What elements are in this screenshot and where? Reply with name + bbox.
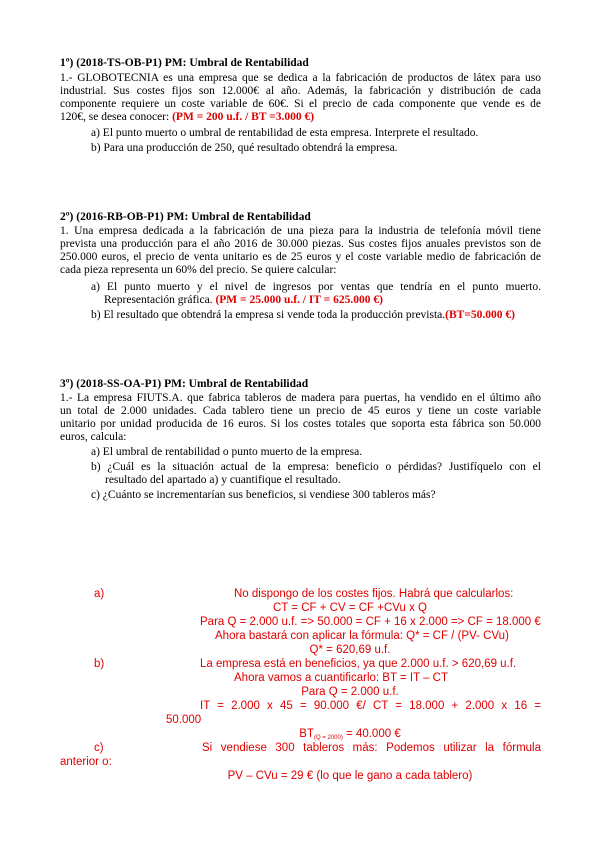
- solution-b-line: Ahora vamos a cuantificarlo: BT = IT – CT: [234, 672, 449, 684]
- problem-1-statement-line: industrial. Sus costes fijos son 12.000€ al año. Además, la fabricación y distribución de cada: [60, 85, 541, 97]
- problem-2-title: 2º) (2016-RB-OB-P1) PM: Umbral de Rentabilidad: [60, 211, 311, 223]
- solution-a-line: Q* = 620,69 u.f.: [309, 644, 391, 656]
- solution-a-line: No dispongo de los costes fijos. Habrá que calcularlos:: [234, 588, 514, 600]
- solution-c-line: PV – CVu = 29 € (lo que le gano a cada tablero): [227, 770, 473, 782]
- problem-3-title: 3º) (2018-SS-OA-P1) PM: Umbral de Rentabilidad: [60, 378, 309, 390]
- solution-c-label: c): [94, 742, 104, 754]
- solution-b-label: b): [94, 658, 105, 670]
- solution-b-line: 50.000: [166, 714, 202, 726]
- problem-2-statement-line: prevista una producción para el año 2016 de 30.000 piezas. Sus costes fijos anuales previstos son de: [60, 238, 541, 250]
- problem-2-question-a: a) El punto muerto y el nivel de ingresos por ventas que tendría en el punto muerto.: [91, 281, 541, 293]
- solution-a-label: a): [94, 588, 105, 600]
- problem-2-answer-a: (PM = 25.000 u.f. / IT = 625.000 €): [215, 294, 383, 306]
- problem-3-question-b: b) ¿Cuál es la situación actual de la empresa: beneficio o pérdidas? Justifíquelo con el: [91, 461, 541, 473]
- problem-1-question-a: a) El punto muerto o umbral de rentabilidad de esta empresa. Interprete el resultado.: [91, 127, 479, 139]
- solution-c-line: Si vendiese 300 tableros más: Podemos utilizar la fórmula: [202, 742, 541, 754]
- problem-3-statement-line: euros, calcula:: [60, 431, 127, 443]
- problem-3-question-b-cont: resultado del apartado a) y cuantifique el resultado.: [105, 474, 341, 486]
- problem-1-question-b: b) Para una producción de 250, qué resultado obtendrá la empresa.: [91, 142, 398, 154]
- problem-2-statement-line: 1. Una empresa dedicada a la fabricación de una pieza para la industria de telefonía móvil tiene: [60, 225, 541, 237]
- solution-a-line: Para Q = 2.000 u.f. => 50.000 = CF + 16 x 2.000 => CF = 18.000 €: [200, 616, 541, 628]
- problem-3-question-c: c) ¿Cuánto se incrementarían sus beneficios, si vendiese 300 tableros más?: [91, 489, 436, 501]
- solution-a-line: Ahora bastará con aplicar la fórmula: Q* = CF / (PV- CVu): [215, 630, 509, 642]
- problem-1-answer: (PM = 200 u.f. / BT =3.000 €): [172, 111, 315, 123]
- solution-c-line: anterior o:: [60, 756, 112, 768]
- problem-1-statement-line: 1.- GLOBOTECNIA es una empresa que se dedica a la fabricación de productos de látex para uso: [60, 72, 541, 84]
- problem-1-statement-line: 120€, se desea conocer: (PM = 200 u.f. / BT =3.000 €): [60, 111, 315, 123]
- problem-2-answer-b: (BT=50.000 €): [445, 309, 515, 321]
- problem-2-statement-line: 250.000 euros, el precio de venta unitario es de 25 euros y el coste variable medio de fabricación de: [60, 251, 541, 263]
- problem-3-question-a: a) El umbral de rentabilidad o punto muerto de la empresa.: [91, 446, 363, 458]
- solution-b-line: La empresa está en beneficios, ya que 2.000 u.f. > 620,69 u.f.: [200, 658, 517, 670]
- problem-1-statement-line: componente requiere un coste variable de 60€. Si el precio de cada componente que vende es de: [60, 98, 541, 110]
- solution-b-line: $BT_{(Q = 2000)} = 40.000$ €: [299, 728, 401, 741]
- problem-2-question-a-cont: Representación gráfica. (PM = 25.000 u.f. / IT = 625.000 €): [104, 294, 383, 306]
- solution-b-line: IT = 2.000 x 45 = 90.000 €/ CT = 18.000 + 2.000 x 16 =: [200, 700, 541, 712]
- problem-3-statement-line: unitario por unidad producida de 16 euros. Si los costes totales que soporta esta fábrica son 50.000: [60, 418, 541, 430]
- problem-2-statement-line: cada pieza representa un 60% del precio. Se quiere calcular:: [60, 264, 337, 276]
- solution-a-line: CT = CF + CV = CF +CVu x Q: [272, 602, 427, 614]
- solution-b-line: Para Q = 2.000 u.f.: [301, 686, 399, 698]
- problem-1-title: 1º) (2018-TS-OB-P1) PM: Umbral de Rentabilidad: [60, 57, 309, 69]
- problem-3-statement-line: 1.- La empresa FIUTS.A. que fabrica tableros de madera para puertas, ha vendido en el último año: [60, 392, 541, 404]
- problem-3-statement-line: un total de 2.000 unidades. Cada tablero tiene un precio de 45 euros y tiene un coste variable: [60, 405, 541, 417]
- problem-2-question-b: b) El resultado que obtendrá la empresa si vende toda la producción prevista.(BT=50.000 €): [91, 309, 515, 321]
